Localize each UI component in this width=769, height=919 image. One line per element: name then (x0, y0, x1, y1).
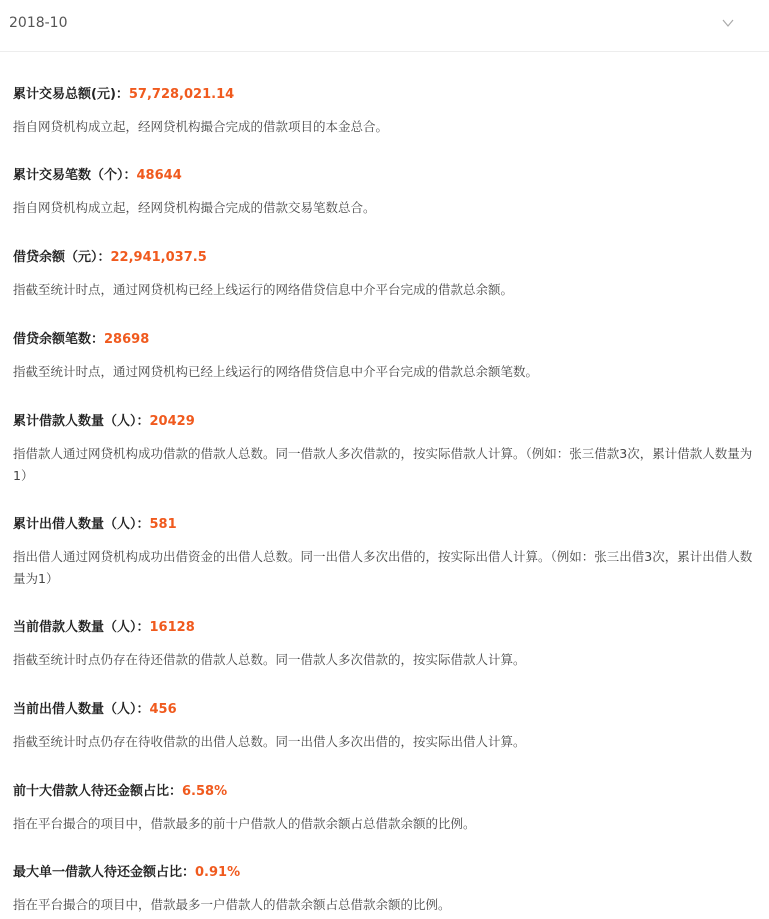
item-label: 当前出借人数量（人）： (13, 702, 150, 717)
item-description: 指自网贷机构成立起，经网贷机构撮合完成的借款交易笔数总合。 (13, 200, 376, 215)
item-description: 指截至统计时点，通过网贷机构已经上线运行的网络借贷信息中介平台完成的借款总余额。 (13, 282, 514, 297)
item-title (13, 701, 177, 719)
period-select-value: 2018-10 (9, 15, 68, 31)
item-title (13, 86, 234, 104)
item-title (13, 167, 182, 185)
item-title (13, 331, 149, 349)
item-label: 累计交易总额(元)： (13, 87, 129, 102)
item-title (13, 619, 195, 637)
item-value: 48644 (136, 168, 182, 183)
item-label: 当前借款人数量（人）： (13, 620, 150, 635)
item-label: 借贷余额（元）： (13, 250, 111, 265)
item-description: 指截至统计时点，通过网贷机构已经上线运行的网络借贷信息中介平台完成的借款总余额笔数。 (13, 364, 539, 379)
item-description: 指截至统计时点仍存在待收借款的出借人总数。同一出借人多次出借的，按实际出借人计算。 (13, 734, 526, 749)
item-value: 20429 (149, 414, 195, 429)
item-label: 累计借款人数量（人）： (13, 414, 150, 429)
item-value: 28698 (104, 332, 150, 347)
item-title (13, 783, 227, 801)
item-value: 16128 (149, 620, 195, 635)
item-label: 借贷余额笔数： (13, 332, 105, 347)
chevron-down-icon[interactable] (722, 17, 734, 29)
period-select[interactable] (0, 0, 769, 52)
item-title (13, 516, 177, 534)
item-label: 最大单一借款人待还金额占比： (13, 865, 196, 880)
item-value: 0.91% (195, 865, 241, 880)
item-label: 累计交易笔数（个）： (13, 168, 137, 183)
item-value: 22,941,037.5 (110, 250, 207, 265)
item-value: 456 (149, 702, 177, 717)
item-value: 581 (149, 517, 177, 532)
item-label: 前十大借款人待还金额占比： (13, 784, 183, 799)
item-description: 指在平台撮合的项目中，借款最多一户借款人的借款余额占总借款余额的比例。 (13, 897, 451, 912)
item-label: 累计出借人数量（人）： (13, 517, 150, 532)
item-description: 指借款人通过网贷机构成功借款的借款人总数。同一借款人多次借款的，按实际借款人计算。（例如：张三借款3次，累计借款人数量为1） (13, 446, 753, 483)
item-description: 指出借人通过网贷机构成功出借资金的出借人总数。同一出借人多次出借的，按实际出借人计算。（例如：张三出借3次，累计出借人数量为1） (13, 549, 753, 586)
item-description: 指截至统计时点仍存在待还借款的借款人总数。同一借款人多次借款的，按实际借款人计算。 (13, 652, 526, 667)
item-title (13, 413, 195, 431)
item-description: 指自网贷机构成立起，经网贷机构撮合完成的借款项目的本金总合。 (13, 119, 389, 134)
item-title (13, 864, 240, 882)
item-value: 6.58% (182, 784, 228, 799)
item-value: 57,728,021.14 (128, 87, 235, 102)
item-description: 指在平台撮合的项目中，借款最多的前十户借款人的借款余额占总借款余额的比例。 (13, 816, 476, 831)
item-title (13, 249, 207, 267)
